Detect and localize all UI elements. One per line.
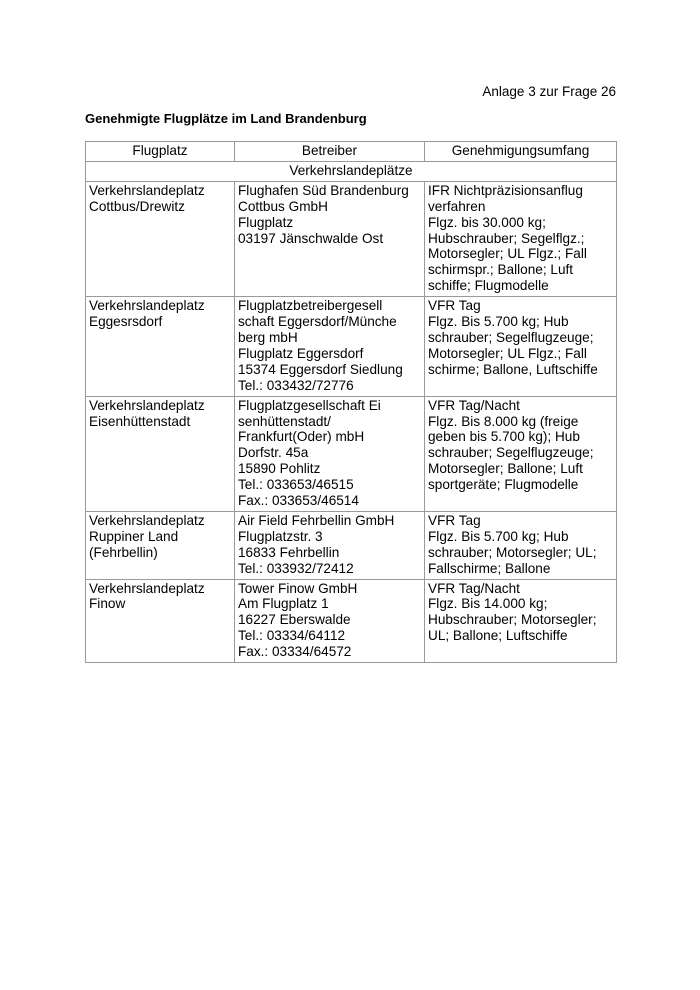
cell-betreiber: Tower Finow GmbH Am Flugplatz 1 16227 Eberswalde Tel.: 03334/64112 Fax.: 03334/64572 bbox=[235, 579, 425, 663]
cell-umfang: VFR Tag/Nacht Flgz. Bis 14.000 kg; Hubschrauber; Motorsegler; UL; Ballone; Luftschiffe bbox=[425, 579, 617, 663]
cell-betreiber: Flugplatzgesellschaft Ei senhüttenstadt/ Frankfurt(Oder) mbH Dorfstr. 45a 15890 Pohlitz Tel.: 033653/46515 Fax.: 033653/46514 bbox=[235, 396, 425, 511]
cell-betreiber: Flugplatzbetreibergesell schaft Eggersdorf/Münche berg mbH Flugplatz Eggersdorf 15374 Eggersdorf Siedlung Tel.: 033432/72776 bbox=[235, 297, 425, 396]
table-row bbox=[86, 511, 617, 579]
cell-flugplatz: Verkehrslandeplatz Finow bbox=[86, 579, 235, 663]
cell-umfang: VFR Tag/Nacht Flgz. Bis 8.000 kg (freige geben bis 5.700 kg); Hub schrauber; Segelflugzeuge; Motorsegler; Ballone; Luft sportgeräte; Flugmodelle bbox=[425, 396, 617, 511]
header-flugplatz: Flugplatz bbox=[86, 142, 235, 162]
header-genehmigungsumfang: Genehmigungsumfang bbox=[425, 142, 617, 162]
section-row bbox=[86, 161, 617, 181]
cell-flugplatz: Verkehrslandeplatz Eisenhüttenstadt bbox=[86, 396, 235, 511]
table-header-row bbox=[86, 142, 617, 162]
table-row bbox=[86, 396, 617, 511]
cell-umfang: VFR Tag Flgz. Bis 5.700 kg; Hub schrauber; Segelflugzeuge; Motorsegler; UL Flgz.; Fall schirme; Ballone, Luftschiffe bbox=[425, 297, 617, 396]
header-betreiber: Betreiber bbox=[235, 142, 425, 162]
cell-betreiber: Flughafen Süd Brandenburg Cottbus GmbH Flugplatz 03197 Jänschwalde Ost bbox=[235, 181, 425, 296]
table-row bbox=[86, 297, 617, 396]
cell-flugplatz: Verkehrslandeplatz Cottbus/Drewitz bbox=[86, 181, 235, 296]
table-row bbox=[86, 579, 617, 663]
document-title: Genehmigte Flugplätze im Land Brandenburg bbox=[85, 111, 367, 126]
cell-betreiber: Air Field Fehrbellin GmbH Flugplatzstr. 3 16833 Fehrbellin Tel.: 033932/72412 bbox=[235, 511, 425, 579]
cell-umfang: IFR Nichtpräzisionsanflug verfahren Flgz. bis 30.000 kg; Hubschrauber; Segelflgz.; Motorsegler; UL Flgz.; Fall schirmspr.; Ballone; Luft schiffe; Flugmodelle bbox=[425, 181, 617, 296]
cell-umfang: VFR Tag Flgz. Bis 5.700 kg; Hub schrauber; Motorsegler; UL; Fallschirme; Ballone bbox=[425, 511, 617, 579]
cell-flugplatz: Verkehrslandeplatz Eggesrsdorf bbox=[86, 297, 235, 396]
table-row bbox=[86, 181, 617, 296]
cell-flugplatz: Verkehrslandeplatz Ruppiner Land (Fehrbellin) bbox=[86, 511, 235, 579]
section-label: Verkehrslandeplätze bbox=[86, 161, 617, 181]
airfields-table bbox=[85, 141, 617, 663]
annex-label: Anlage 3 zur Frage 26 bbox=[482, 84, 616, 99]
